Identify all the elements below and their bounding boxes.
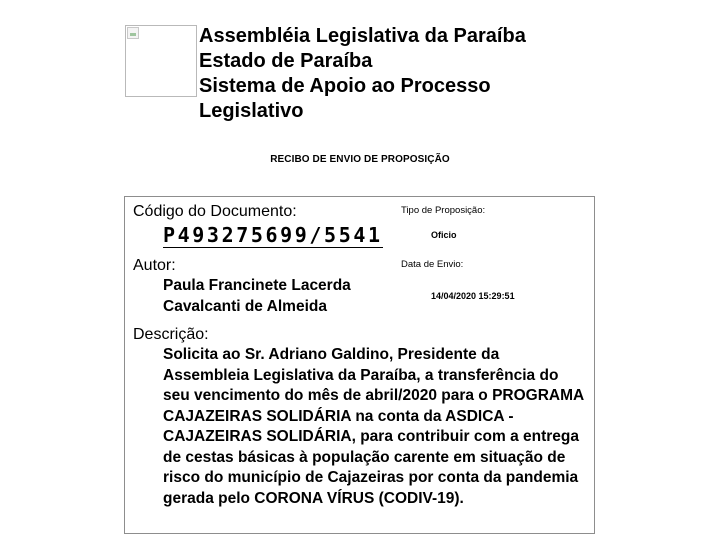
descricao-label: Descrição: xyxy=(133,326,209,343)
autor-label: Autor: xyxy=(133,257,176,274)
receipt-box xyxy=(124,196,595,534)
page-header xyxy=(199,24,579,124)
descricao-value: Solicita ao Sr. Adriano Galdino, Presidente da Assembleia Legislativa da Paraíba, a transferência do seu vencimento do mês de abril/2020 para o PROGRAMA CAJAZEIRAS SOLIDÁRIA na conta da ASDICA - CAJAZEIRAS SOLIDÁRIA, para contribuir com a entrega de cestas básicas à população carente em situação de risco do município de Cajazeiras por conta da pandemia gerada pelo CORONA VÍRUS (CODIV-19). xyxy=(163,346,584,507)
tipo-value: Oficio xyxy=(431,230,457,240)
assembly-logo xyxy=(125,25,197,97)
codigo-value: P493275699/5541 xyxy=(163,223,383,247)
header-line-system-cont: Legislativo xyxy=(199,100,304,122)
header-line-assembly: Assembléia Legislativa da Paraíba xyxy=(199,25,526,47)
header-line-system: Sistema de Apoio ao Processo xyxy=(199,75,491,97)
autor-value: Paula Francinete Lacerda Cavalcanti de Almeida xyxy=(163,277,351,315)
tipo-label: Tipo de Proposição: xyxy=(401,205,486,216)
data-envio-value: 14/04/2020 15:29:51 xyxy=(431,291,515,301)
broken-image-icon xyxy=(127,27,139,39)
data-envio-label: Data de Envio: xyxy=(401,259,464,270)
header-line-state: Estado de Paraíba xyxy=(199,50,373,72)
receipt-title: RECIBO DE ENVIO DE PROPOSIÇÃO xyxy=(270,154,450,165)
codigo-label: Código do Documento: xyxy=(133,203,297,220)
